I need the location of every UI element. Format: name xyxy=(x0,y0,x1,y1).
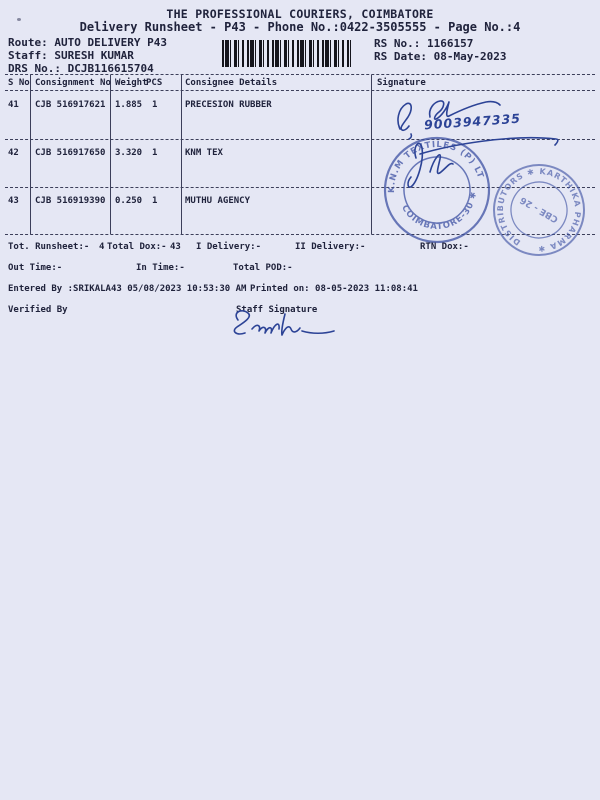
row-consignment: CJB 516919390 xyxy=(35,196,106,206)
rs-date-value: 08-May-2023 xyxy=(433,50,507,63)
col-header-consignee: Consignee Details xyxy=(185,78,278,88)
col-header-weight: Weight xyxy=(115,78,148,88)
rtn-dox-label: RTN Dox:- xyxy=(420,242,469,252)
col-header-signature: Signature xyxy=(377,78,426,88)
column-line xyxy=(181,75,182,234)
rs-no-label: RS No.: xyxy=(374,37,421,50)
row-weight: 1.885 xyxy=(115,100,143,110)
stamp-ring-bottom-text: COIMBATORE-30 ✱ xyxy=(399,190,480,233)
col-header-sno: S No xyxy=(8,78,30,88)
stamp-ring-top-text: ✱ K.N.M TEXTILES (P) LTD xyxy=(360,136,486,198)
row-sno: 43 xyxy=(8,196,19,206)
rs-no-line xyxy=(374,37,473,50)
row-consignee: MUTHU AGENCY xyxy=(185,196,251,206)
route-line xyxy=(8,36,167,49)
row-consignment: CJB 516917621 xyxy=(35,100,106,110)
ii-delivery-label: II Delivery:- xyxy=(295,242,366,252)
drs-label: DRS No.: xyxy=(8,62,61,75)
document-title: THE PROFESSIONAL COURIERS, COIMBATORE xyxy=(166,7,434,21)
staff-signature-ink xyxy=(222,304,337,344)
row-sno: 41 xyxy=(8,100,19,110)
staff-signature-label: Staff Signature xyxy=(236,305,318,315)
total-pod-label: Total POD:- xyxy=(233,263,293,273)
i-delivery-label: I Delivery:- xyxy=(196,242,262,252)
rs-no-value: 1166157 xyxy=(426,37,474,50)
signature-row41-phone: 9003947335 xyxy=(423,110,522,133)
divider xyxy=(5,74,595,75)
rs-date-line xyxy=(374,50,506,63)
total-dox-label: Total Dox:- xyxy=(107,242,167,252)
runsheet-barcode xyxy=(222,40,351,67)
in-time-label: In Time:- xyxy=(136,263,185,273)
document-subtitle: Delivery Runsheet - P43 - Phone No.:0422-3505555 - Page No.:4 xyxy=(79,20,521,34)
column-line xyxy=(30,75,31,234)
row-consignment: CJB 516917650 xyxy=(35,148,106,158)
row-weight: 3.320 xyxy=(115,148,143,158)
row-consignee: PRECESION RUBBER xyxy=(185,100,272,110)
tot-runsheet-label: Tot. Runsheet:- xyxy=(8,242,90,252)
stamp-center-text: CBE - 26 xyxy=(518,194,561,224)
route-label: Route: xyxy=(8,36,48,49)
printed-on-line: Printed on: 08-05-2023 11:08:41 xyxy=(250,284,418,294)
route-value: AUTO DELIVERY P43 xyxy=(54,36,167,49)
stamp-ring-text: DISTRIBUTORS ✱ KARTHIKA PHARMA ✱ xyxy=(495,166,583,254)
verified-by-label: Verified By xyxy=(8,305,68,315)
col-header-consignment: Consignment No xyxy=(35,78,111,88)
row-pcs: 1 xyxy=(152,148,158,158)
staff-label: Staff: xyxy=(8,49,48,62)
row-sno: 42 xyxy=(8,148,19,158)
column-line xyxy=(110,75,111,234)
staff-value: SURESH KUMAR xyxy=(54,49,134,62)
drs-value: DCJB116615704 xyxy=(67,62,154,75)
divider xyxy=(5,90,595,91)
col-header-pcs: PCS xyxy=(146,78,163,88)
total-dox-value: 43 xyxy=(170,242,181,252)
row-pcs: 1 xyxy=(152,100,158,110)
staff-line xyxy=(8,49,134,62)
entered-by-line: Entered By :SRIKALA43 05/08/2023 10:53:30 AM xyxy=(8,284,247,294)
row-pcs: 1 xyxy=(152,196,158,206)
out-time-label: Out Time:- xyxy=(8,263,63,273)
row-weight: 0.250 xyxy=(115,196,143,206)
tot-runsheet-value: 4 xyxy=(99,242,105,252)
rs-date-label: RS Date: xyxy=(374,50,427,63)
row-consignee: KNM TEX xyxy=(185,148,223,158)
